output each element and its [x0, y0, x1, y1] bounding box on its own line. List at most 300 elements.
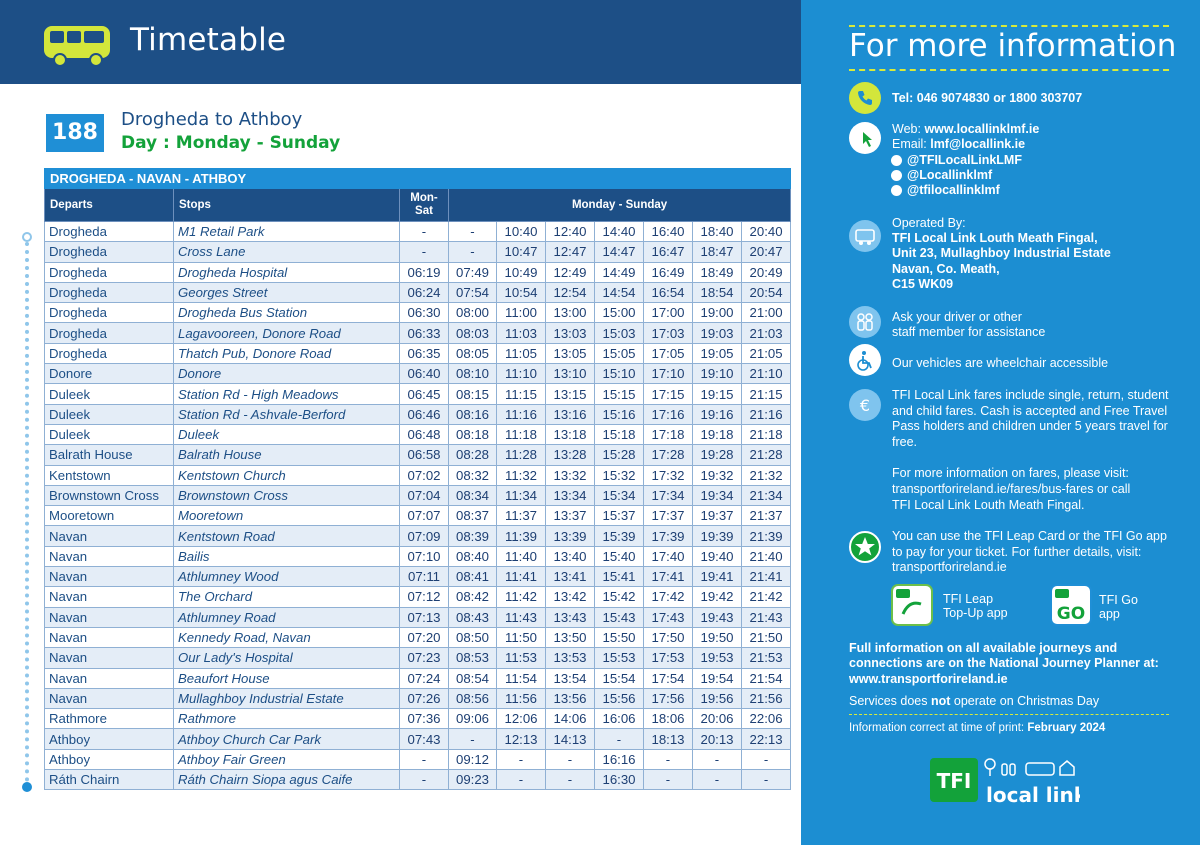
cell-time: - [400, 222, 449, 242]
cell-time: 06:46 [400, 404, 449, 424]
table-row [45, 770, 791, 790]
cell-time: 10:40 [497, 222, 546, 242]
cell-time: 13:50 [546, 627, 595, 647]
cell-time: 19:56 [693, 688, 742, 708]
cell-time: 08:05 [449, 343, 497, 363]
cell-time: 06:33 [400, 323, 449, 343]
cell-stop: Our Lady's Hospital [174, 648, 400, 668]
cell-time: - [449, 222, 497, 242]
cell-time: 13:15 [546, 384, 595, 404]
logo-tfi: TFI [936, 769, 972, 793]
dashed-rule-top [849, 25, 1169, 27]
leap-line2: to pay for your ticket. For further details, visit: [892, 545, 1142, 559]
wheelchair-icon [849, 344, 881, 376]
table-row [45, 526, 791, 546]
cell-time: 08:41 [449, 567, 497, 587]
cell-time: 06:58 [400, 445, 449, 465]
cell-time: 12:47 [546, 242, 595, 262]
cell-time: 19:54 [693, 668, 742, 688]
cell-departs: Duleek [45, 384, 174, 404]
cell-time: 07:23 [400, 648, 449, 668]
timetable-header [0, 0, 801, 84]
cell-departs: Drogheda [45, 303, 174, 323]
table-row [45, 546, 791, 566]
cell-departs: Kentstown [45, 465, 174, 485]
cell-time: 08:56 [449, 688, 497, 708]
fares-more-line2[interactable]: transportforireland.ie/fares/bus-fares or call [892, 482, 1131, 496]
twitter-handle[interactable]: @Locallinklmf [907, 168, 993, 182]
bus-icon [42, 22, 114, 68]
cell-time: 11:41 [497, 567, 546, 587]
info-panel [801, 0, 1200, 845]
operator-bus-icon [849, 220, 881, 252]
cell-time: 08:16 [449, 404, 497, 424]
cell-time: 19:50 [693, 627, 742, 647]
table-row [45, 364, 791, 384]
page-title: Timetable [130, 22, 287, 58]
cell-time: 13:40 [546, 546, 595, 566]
cell-departs: Athboy [45, 729, 174, 749]
cell-departs: Drogheda [45, 262, 174, 282]
correct-date: February 2024 [1027, 722, 1106, 734]
cell-time: - [400, 770, 449, 790]
cell-time: 13:03 [546, 323, 595, 343]
tel-text[interactable]: Tel: 046 9074830 or 1800 303707 [892, 91, 1083, 105]
cell-time: 21:00 [742, 303, 791, 323]
logo-graphic [930, 754, 1080, 808]
col-monsat [400, 189, 449, 222]
cell-time: 16:16 [595, 749, 644, 769]
cell-time: 21:50 [742, 627, 791, 647]
email-link[interactable]: lmf@locallink.ie [930, 137, 1026, 151]
cell-time: 17:10 [644, 364, 693, 384]
cell-departs: Navan [45, 688, 174, 708]
cell-time: 17:50 [644, 627, 693, 647]
cell-time: 12:49 [546, 262, 595, 282]
cell-departs: Navan [45, 668, 174, 688]
cell-time: 18:54 [693, 282, 742, 302]
cell-time: - [497, 749, 546, 769]
cell-time: 10:54 [497, 282, 546, 302]
cell-stop: Station Rd - Ashvale-Berford [174, 404, 400, 424]
cell-time: 19:05 [693, 343, 742, 363]
cell-time: 08:37 [449, 506, 497, 526]
cell-time: 14:06 [546, 709, 595, 729]
cell-time: 17:32 [644, 465, 693, 485]
cell-time: 11:10 [497, 364, 546, 384]
cell-time: 06:35 [400, 343, 449, 363]
cell-time: 11:00 [497, 303, 546, 323]
cell-time: 11:03 [497, 323, 546, 343]
cell-time: 15:34 [595, 485, 644, 505]
facebook-handle[interactable]: @TFILocalLinkLMF [907, 153, 1022, 167]
cell-stop: Duleek [174, 424, 400, 444]
cell-time: 08:42 [449, 587, 497, 607]
info-title: For more information [849, 28, 1177, 64]
cell-time: 15:40 [595, 546, 644, 566]
cell-time: 20:40 [742, 222, 791, 242]
cell-departs: Duleek [45, 424, 174, 444]
cell-time: 07:49 [449, 262, 497, 282]
cell-departs: Navan [45, 607, 174, 627]
cell-time: 19:34 [693, 485, 742, 505]
cell-departs: Ráth Chairn [45, 770, 174, 790]
route-band: DROGHEDA - NAVAN - ATHBOY [45, 169, 791, 189]
facebook-icon [891, 155, 902, 166]
cell-departs: Duleek [45, 404, 174, 424]
cell-departs: Balrath House [45, 445, 174, 465]
cell-time: 13:10 [546, 364, 595, 384]
timetable-body [45, 222, 791, 790]
christmas-bold: not [930, 694, 951, 708]
cell-time: 15:50 [595, 627, 644, 647]
cell-departs: Drogheda [45, 343, 174, 363]
cell-time: 17:56 [644, 688, 693, 708]
cell-time: 16:06 [595, 709, 644, 729]
fares-more-line1: For more information on fares, please visit: [892, 466, 1129, 480]
table-row [45, 465, 791, 485]
cell-departs: Navan [45, 587, 174, 607]
cell-time: 11:32 [497, 465, 546, 485]
cell-time: 06:48 [400, 424, 449, 444]
cell-time: 15:42 [595, 587, 644, 607]
table-row [45, 668, 791, 688]
cell-time: 06:24 [400, 282, 449, 302]
tfi-go-app-icon[interactable] [1050, 584, 1092, 626]
cell-time: 07:43 [400, 729, 449, 749]
cell-time: - [400, 242, 449, 262]
cell-time: 07:54 [449, 282, 497, 302]
cell-time: 15:15 [595, 384, 644, 404]
cell-time: 21:43 [742, 607, 791, 627]
table-row [45, 282, 791, 302]
cell-time: 19:42 [693, 587, 742, 607]
cell-stop: Drogheda Bus Station [174, 303, 400, 323]
cell-time: 19:00 [693, 303, 742, 323]
instagram-handle[interactable]: @tfilocallinklmf [907, 183, 1000, 197]
cell-time: 21:15 [742, 384, 791, 404]
cell-time: 07:11 [400, 567, 449, 587]
cell-time: 14:40 [595, 222, 644, 242]
cell-stop: Donore [174, 364, 400, 384]
cell-time: 18:40 [693, 222, 742, 242]
cell-time: 17:54 [644, 668, 693, 688]
cell-time: 19:53 [693, 648, 742, 668]
col-monsat-line1: Mon- [410, 192, 438, 204]
cell-time: 21:10 [742, 364, 791, 384]
route-number-badge: 188 [46, 114, 104, 152]
cell-time: 06:19 [400, 262, 449, 282]
leap-line1: You can use the TFI Leap Card or the TFI Go app [892, 529, 1167, 543]
cell-time: 17:00 [644, 303, 693, 323]
leap-line3[interactable]: transportforireland.ie [892, 560, 1007, 574]
cell-time: 17:53 [644, 648, 693, 668]
cell-stop: Mullaghboy Industrial Estate [174, 688, 400, 708]
cell-time: 18:47 [693, 242, 742, 262]
cell-time: 21:37 [742, 506, 791, 526]
cell-stop: Station Rd - High Meadows [174, 384, 400, 404]
cell-time: 19:32 [693, 465, 742, 485]
cell-stop: Athlumney Wood [174, 567, 400, 587]
table-row [45, 688, 791, 708]
cell-time: 16:54 [644, 282, 693, 302]
cell-time: 19:41 [693, 567, 742, 587]
cell-time: 19:40 [693, 546, 742, 566]
cell-time: 10:49 [497, 262, 546, 282]
email-label: Email: [892, 137, 927, 151]
cell-time: 15:28 [595, 445, 644, 465]
cell-time: 21:03 [742, 323, 791, 343]
cell-stop: Rathmore [174, 709, 400, 729]
cell-time: 21:34 [742, 485, 791, 505]
cell-time: 20:06 [693, 709, 742, 729]
cell-time: - [644, 770, 693, 790]
cell-time: 17:16 [644, 404, 693, 424]
route-timeline [22, 232, 32, 792]
cell-departs: Drogheda [45, 323, 174, 343]
cell-time: 06:40 [400, 364, 449, 384]
fares-line4: free. [892, 435, 918, 449]
cell-time: 14:47 [595, 242, 644, 262]
cell-time: 15:00 [595, 303, 644, 323]
cell-time: 19:10 [693, 364, 742, 384]
cell-time: 15:56 [595, 688, 644, 708]
cell-time: 15:32 [595, 465, 644, 485]
cell-time: 06:30 [400, 303, 449, 323]
cell-time: 21:41 [742, 567, 791, 587]
cell-stop: The Orchard [174, 587, 400, 607]
cell-time: - [644, 749, 693, 769]
journey-line2: connections are on the National Journey Planner at: [849, 656, 1159, 670]
cell-time: 14:54 [595, 282, 644, 302]
cell-time: - [449, 729, 497, 749]
cell-time: 08:00 [449, 303, 497, 323]
fares-more-line3: TFI Local Link Louth Meath Fingal. [892, 498, 1085, 512]
cell-time: 19:39 [693, 526, 742, 546]
cell-time: 21:32 [742, 465, 791, 485]
cell-time: 21:40 [742, 546, 791, 566]
cell-stop: Kentstown Road [174, 526, 400, 546]
cell-time: 17:39 [644, 526, 693, 546]
cell-time: 11:40 [497, 546, 546, 566]
timetable-table [44, 168, 791, 790]
journey-line3[interactable]: www.transportforireland.ie [849, 672, 1008, 686]
cell-time: 13:18 [546, 424, 595, 444]
cell-time: 17:15 [644, 384, 693, 404]
cell-time: - [693, 770, 742, 790]
tfi-leap-app-icon[interactable] [891, 584, 933, 626]
cell-stop: Beaufort House [174, 668, 400, 688]
cell-time: 21:54 [742, 668, 791, 688]
cell-time: 20:47 [742, 242, 791, 262]
cell-time: 15:54 [595, 668, 644, 688]
cell-stop: Balrath House [174, 445, 400, 465]
cell-time: 11:50 [497, 627, 546, 647]
cell-time: 07:26 [400, 688, 449, 708]
cell-time: 11:56 [497, 688, 546, 708]
cell-time: 15:05 [595, 343, 644, 363]
cell-departs: Navan [45, 546, 174, 566]
cell-departs: Navan [45, 627, 174, 647]
cell-time: 08:34 [449, 485, 497, 505]
cell-time: 08:54 [449, 668, 497, 688]
cell-stop: Lagavooreen, Donore Road [174, 323, 400, 343]
cell-time: 08:28 [449, 445, 497, 465]
wheelchair-text: Our vehicles are wheelchair accessible [892, 356, 1109, 370]
cell-stop: Kennedy Road, Navan [174, 627, 400, 647]
table-row [45, 222, 791, 242]
cell-time: 22:13 [742, 729, 791, 749]
cell-time: 15:10 [595, 364, 644, 384]
cell-time: 17:40 [644, 546, 693, 566]
cell-time: 20:54 [742, 282, 791, 302]
go-app-line1: TFI Go [1099, 593, 1138, 607]
cell-time: 11:42 [497, 587, 546, 607]
operator-line2: Unit 23, Mullaghboy Industrial Estate [892, 246, 1111, 260]
timeline-line [25, 234, 29, 790]
cell-time: 16:30 [595, 770, 644, 790]
cell-time: 13:16 [546, 404, 595, 424]
cell-time: 12:54 [546, 282, 595, 302]
cell-time: 20:13 [693, 729, 742, 749]
cell-time: 07:13 [400, 607, 449, 627]
cell-time: 13:00 [546, 303, 595, 323]
cell-time: - [693, 749, 742, 769]
cell-time: 11:39 [497, 526, 546, 546]
cell-departs: Brownstown Cross [45, 485, 174, 505]
cell-time: 11:28 [497, 445, 546, 465]
cell-time: 14:49 [595, 262, 644, 282]
cell-stop: Thatch Pub, Donore Road [174, 343, 400, 363]
cell-departs: Mooretown [45, 506, 174, 526]
cell-time: 13:41 [546, 567, 595, 587]
cell-time: 18:06 [644, 709, 693, 729]
operator-line4: C15 WK09 [892, 277, 954, 291]
cell-time: 08:32 [449, 465, 497, 485]
cell-time: 21:18 [742, 424, 791, 444]
cell-stop: Mooretown [174, 506, 400, 526]
cell-time: 19:37 [693, 506, 742, 526]
cell-time: - [400, 749, 449, 769]
cell-time: 22:06 [742, 709, 791, 729]
assist-line2: staff member for assistance [892, 325, 1046, 339]
cell-time: 07:04 [400, 485, 449, 505]
cell-time: 14:13 [546, 729, 595, 749]
web-label: Web: [892, 122, 921, 136]
table-row [45, 485, 791, 505]
cell-time: 11:37 [497, 506, 546, 526]
cell-departs: Navan [45, 567, 174, 587]
col-monsun: Monday - Sunday [449, 189, 791, 222]
cell-time: 15:43 [595, 607, 644, 627]
phone-icon [849, 82, 881, 114]
col-stops: Stops [174, 189, 400, 222]
cell-time: 17:41 [644, 567, 693, 587]
cell-time: 11:34 [497, 485, 546, 505]
cell-time: 09:23 [449, 770, 497, 790]
star-icon [849, 531, 881, 563]
web-link[interactable]: www.locallinklmf.ie [924, 122, 1040, 136]
cell-time: 16:40 [644, 222, 693, 242]
timeline-start-dot [22, 232, 32, 242]
email-line [892, 137, 1025, 153]
cell-time: - [742, 749, 791, 769]
cell-time: 11:15 [497, 384, 546, 404]
route-title: Drogheda to Athboy [121, 109, 303, 130]
cell-departs: Navan [45, 526, 174, 546]
leap-app-line2: Top-Up app [943, 606, 1008, 620]
cell-time: 17:43 [644, 607, 693, 627]
correct-label: Information correct at time of print: [849, 722, 1028, 734]
cell-departs: Athboy [45, 749, 174, 769]
cell-departs: Drogheda [45, 282, 174, 302]
cell-time: 19:28 [693, 445, 742, 465]
cell-time: 12:13 [497, 729, 546, 749]
table-row [45, 323, 791, 343]
operator-line3: Navan, Co. Meath, [892, 262, 1000, 276]
leap-app-line1: TFI Leap [943, 592, 994, 606]
cell-time: - [595, 729, 644, 749]
cell-time: 09:12 [449, 749, 497, 769]
cell-time: 13:34 [546, 485, 595, 505]
cell-time: 11:18 [497, 424, 546, 444]
christmas-pre: Services does [849, 694, 931, 708]
cell-time: 08:10 [449, 364, 497, 384]
col-monsat-line2: Sat [415, 205, 433, 217]
cell-time: 07:02 [400, 465, 449, 485]
cell-time: 15:41 [595, 567, 644, 587]
cell-time: 21:16 [742, 404, 791, 424]
cell-stop: Cross Lane [174, 242, 400, 262]
cell-time: 17:37 [644, 506, 693, 526]
cell-departs: Navan [45, 648, 174, 668]
cell-time: 11:05 [497, 343, 546, 363]
cell-stop: Athboy Church Car Park [174, 729, 400, 749]
cell-time: 11:43 [497, 607, 546, 627]
cell-time: 11:54 [497, 668, 546, 688]
cell-time: 13:53 [546, 648, 595, 668]
cell-stop: Brownstown Cross [174, 485, 400, 505]
dashed-rule-bottom [849, 69, 1169, 71]
cell-time: 11:53 [497, 648, 546, 668]
christmas-post: operate on Christmas Day [950, 694, 1100, 708]
table-row [45, 404, 791, 424]
cell-departs: Drogheda [45, 242, 174, 262]
euro-icon [849, 389, 881, 421]
table-row [45, 506, 791, 526]
web-click-icon [849, 122, 881, 154]
cell-time: 08:50 [449, 627, 497, 647]
table-row [45, 242, 791, 262]
table-row [45, 749, 791, 769]
route-days: Day : Monday - Sunday [121, 133, 341, 153]
cell-time: 17:05 [644, 343, 693, 363]
cell-time: 19:16 [693, 404, 742, 424]
table-row [45, 445, 791, 465]
timeline-end-dot [22, 782, 32, 792]
cell-time: 16:49 [644, 262, 693, 282]
cell-time: - [742, 770, 791, 790]
cell-stop: M1 Retail Park [174, 222, 400, 242]
tfi-local-link-logo [930, 754, 1080, 812]
twitter-icon [891, 170, 902, 181]
cell-time: 08:43 [449, 607, 497, 627]
cell-time: 07:10 [400, 546, 449, 566]
table-row [45, 262, 791, 282]
cell-stop: Kentstown Church [174, 465, 400, 485]
cell-departs: Donore [45, 364, 174, 384]
cell-time: 07:20 [400, 627, 449, 647]
